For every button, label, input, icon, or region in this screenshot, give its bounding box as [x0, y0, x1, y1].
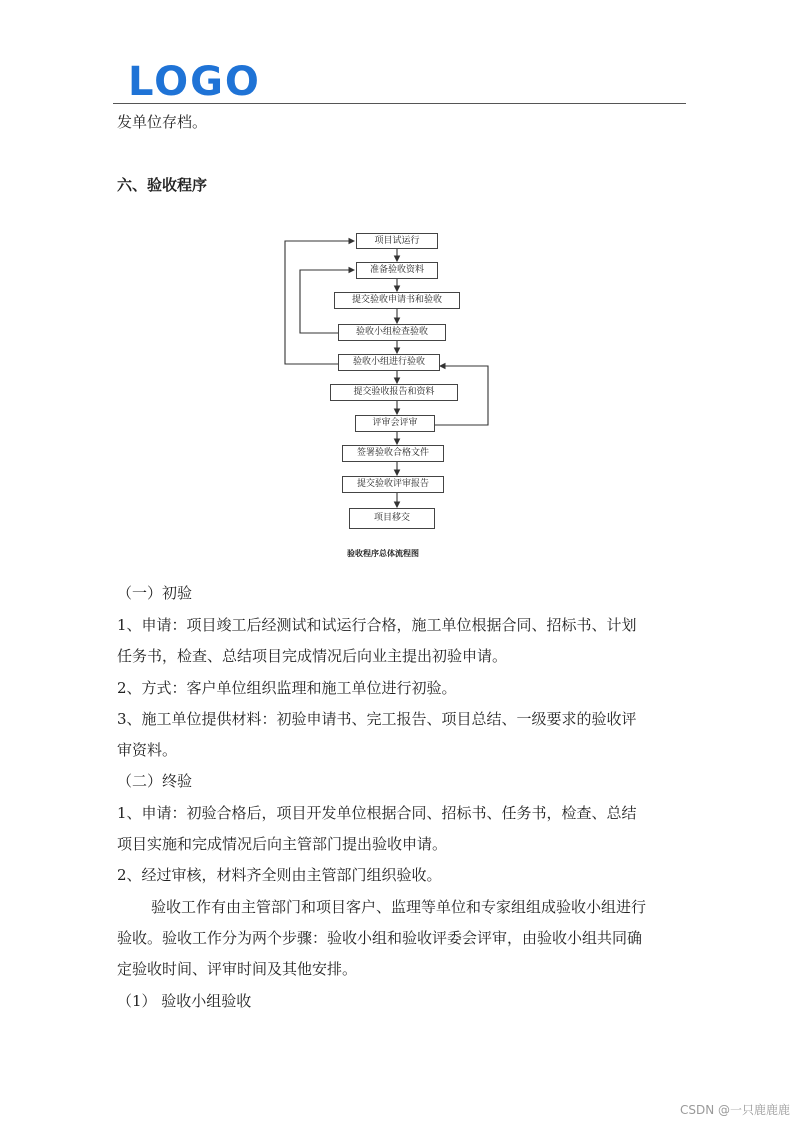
- flow-step-1: 项目试运行: [356, 233, 438, 249]
- paragraph-line: 2、经过审核，材料齐全则由主管部门组织验收。: [117, 866, 442, 884]
- flow-step-2: 准备验收资料: [356, 262, 438, 279]
- flowchart-caption: 验收程序总体流程图: [347, 549, 419, 558]
- continuation-text: 发单位存档。: [117, 113, 208, 131]
- paragraph-line: 定验收时间、评审时间及其他安排。: [117, 960, 358, 978]
- subheading-initial-acceptance: （一）初验: [117, 584, 193, 602]
- paragraph-line: 任务书，检查、总结项目完成情况后向业主提出初验申请。: [117, 647, 508, 665]
- flow-step-5: 验收小组进行验收: [338, 354, 440, 371]
- acceptance-flowchart: [270, 222, 500, 562]
- section-heading: 六、验收程序: [117, 176, 208, 194]
- flow-step-9: 提交验收评审报告: [342, 476, 444, 493]
- paragraph-line: 验收工作有由主管部门和项目客户、监理等单位和专家组组成验收小组进行: [151, 898, 647, 916]
- flow-step-4: 验收小组检查验收: [338, 324, 446, 341]
- paragraph-line: 审资料。: [117, 741, 178, 759]
- flow-step-10: 项目移交: [349, 508, 435, 529]
- flow-step-3: 提交验收申请书和验收: [334, 292, 460, 309]
- paragraph-line: 2、方式：客户单位组织监理和施工单位进行初验。: [117, 679, 457, 697]
- subheading-group-acceptance: （1） 验收小组验收: [117, 992, 252, 1010]
- paragraph-line: 1、申请：项目竣工后经测试和试运行合格，施工单位根据合同、招标书、计划: [117, 616, 637, 634]
- watermark: CSDN @一只鹿鹿鹿: [679, 1103, 790, 1117]
- paragraph-line: 项目实施和完成情况后向主管部门提出验收申请。: [117, 835, 448, 853]
- flow-step-6: 提交验收报告和资料: [330, 384, 458, 401]
- subheading-final-acceptance: （二）终验: [117, 772, 193, 790]
- paragraph-line: 验收。验收工作分为两个步骤：验收小组和验收评委会评审，由验收小组共同确: [117, 929, 643, 947]
- paragraph-line: 3、施工单位提供材料：初验申请书、完工报告、项目总结、一级要求的验收评: [117, 710, 637, 728]
- logo: LOGO: [128, 59, 261, 105]
- flow-step-7: 评审会评审: [355, 415, 435, 432]
- paragraph-line: 1、申请：初验合格后，项目开发单位根据合同、招标书、任务书，检查、总结: [117, 804, 637, 822]
- header-rule: [113, 103, 686, 104]
- flow-step-8: 签署验收合格文件: [342, 445, 444, 462]
